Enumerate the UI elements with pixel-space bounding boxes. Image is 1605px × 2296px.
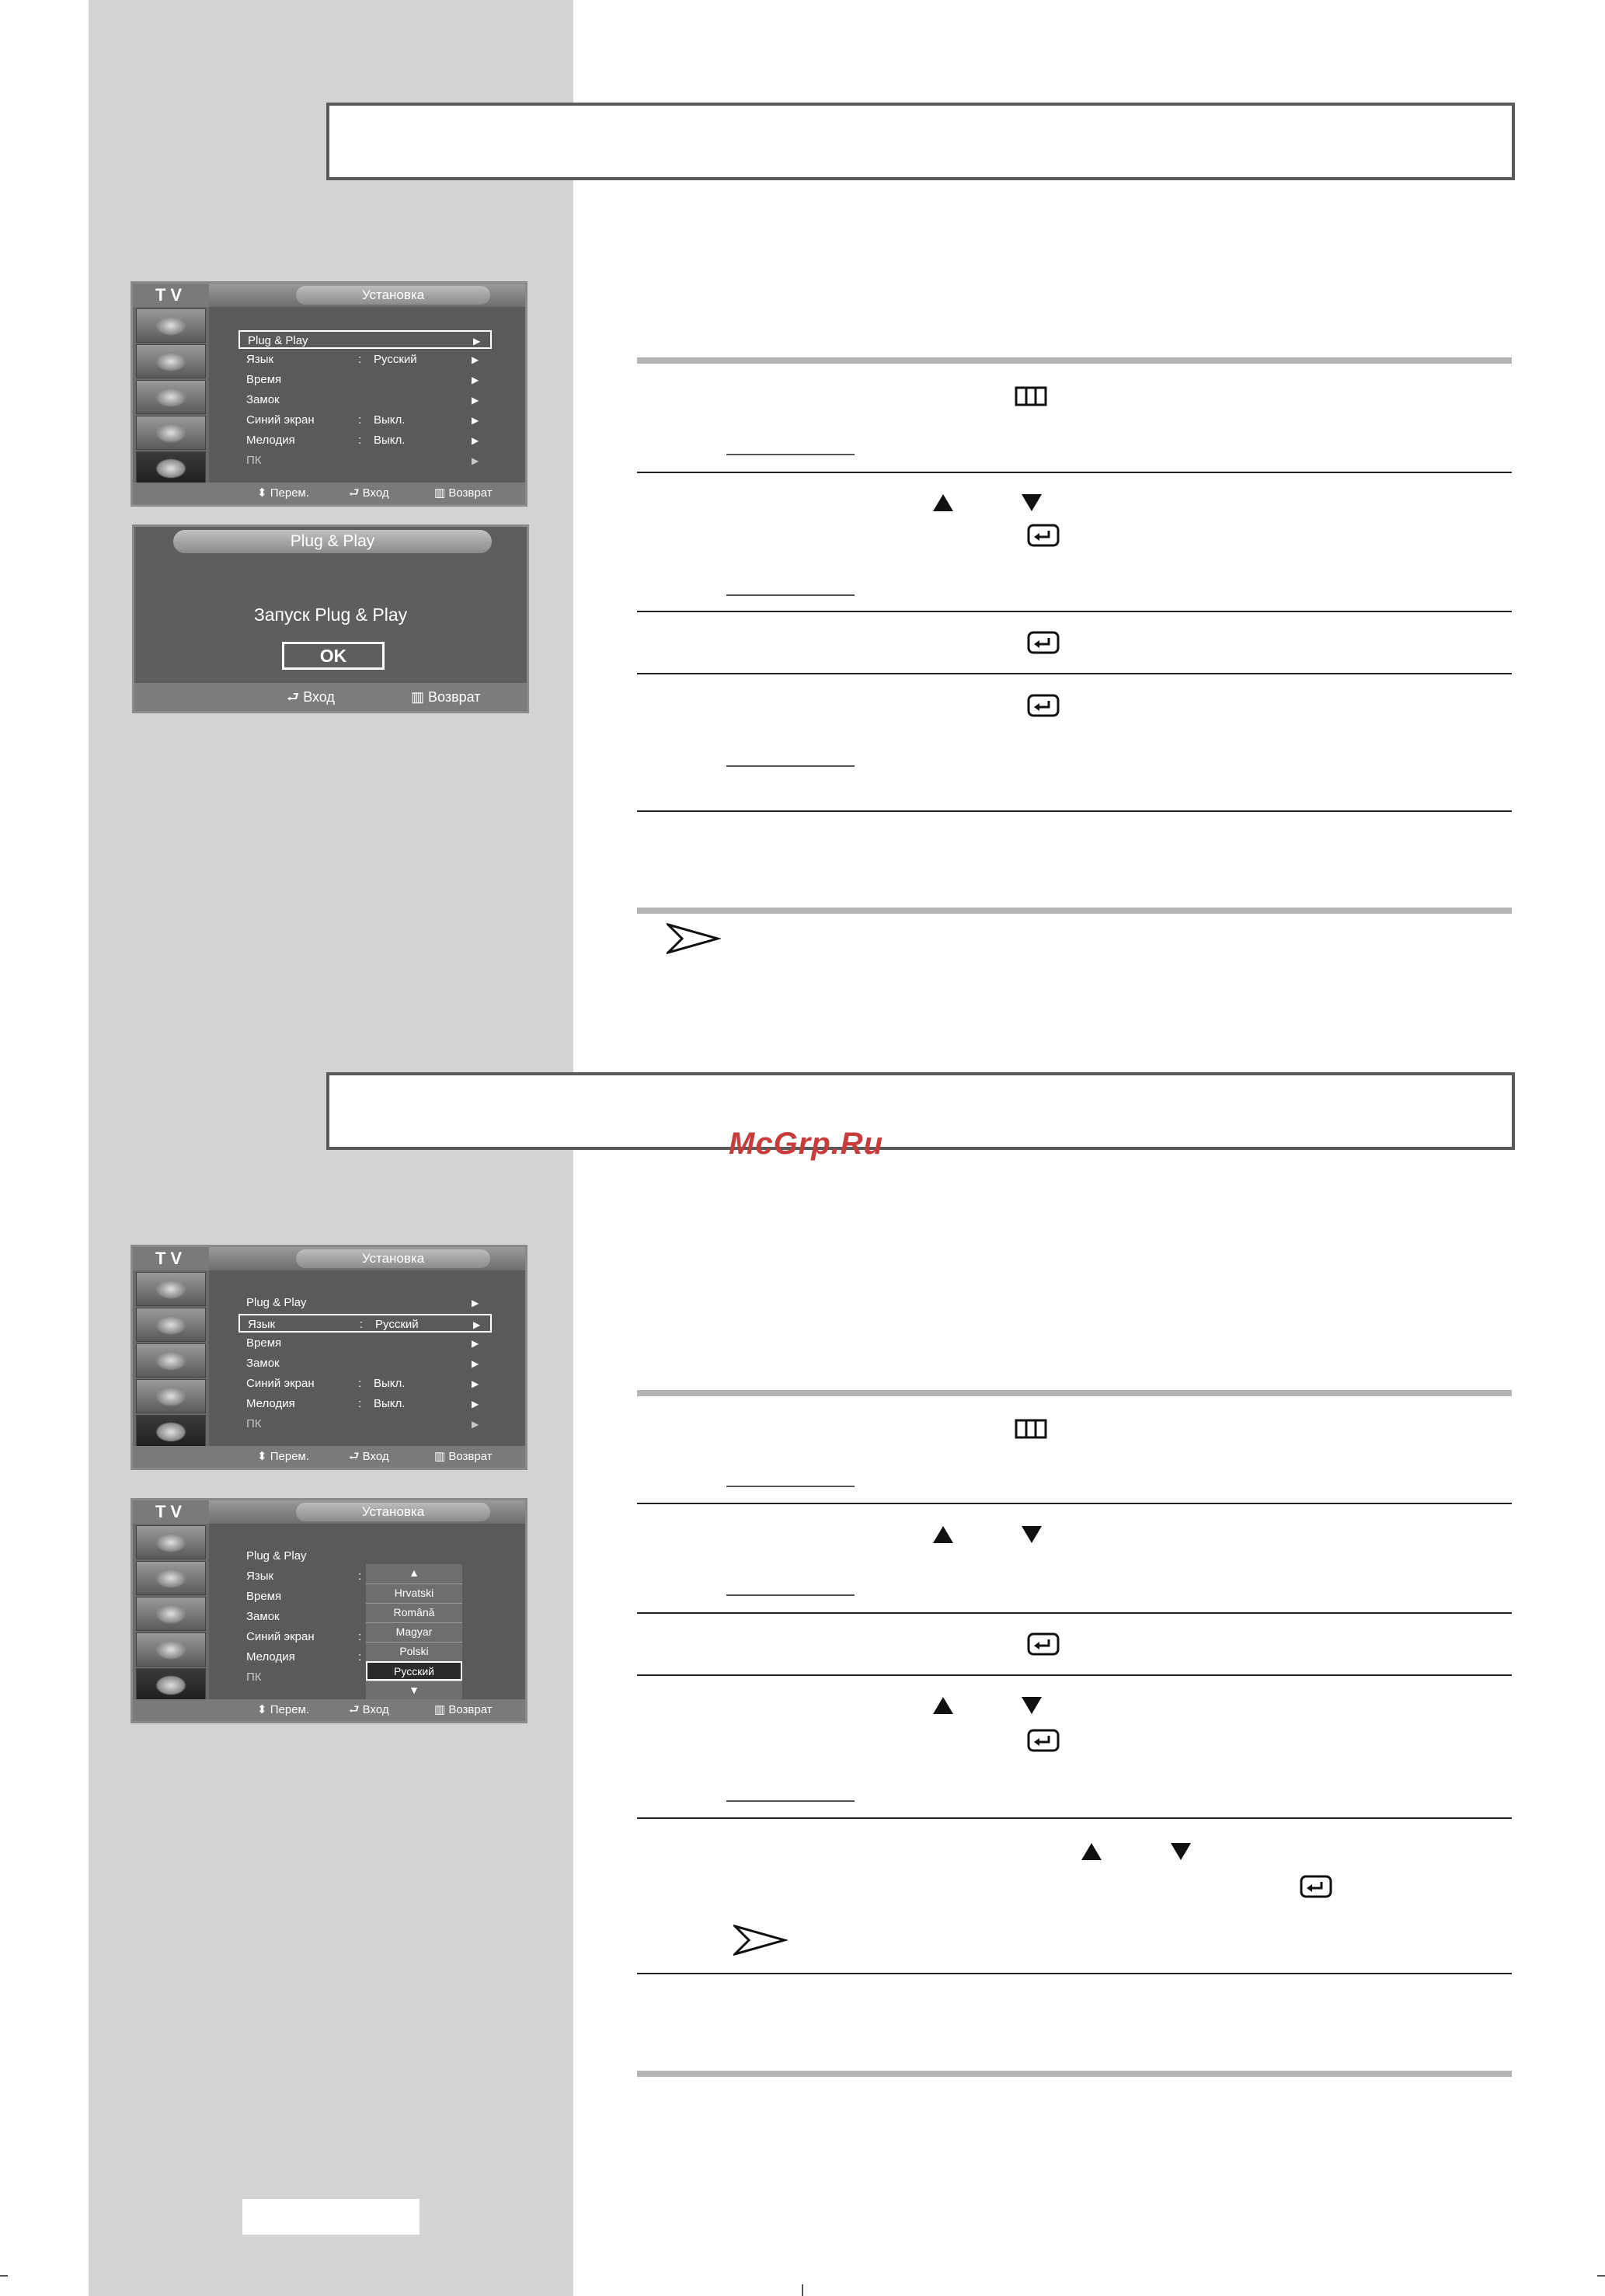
dropdown-down-icon[interactable]: ▼ (366, 1681, 462, 1700)
osd-menu-item[interactable] (238, 1608, 363, 1626)
osd-footer (133, 483, 525, 504)
table-top-rule (637, 357, 1512, 364)
plug-and-play-title: Plug & Play (173, 530, 492, 553)
enter-button-icon (1027, 631, 1060, 654)
return-hint: ▥ Возврат (434, 1703, 493, 1716)
chevron-right-icon: ▶ (472, 1419, 479, 1430)
osd-menu-item[interactable] (238, 431, 492, 450)
chevron-right-icon: ▶ (472, 455, 479, 466)
osd-menu-item[interactable] (238, 1628, 363, 1646)
chevron-right-icon: ▶ (472, 1298, 479, 1308)
osd-menu-item[interactable] (238, 391, 492, 409)
enter-hint: ⮐ Вход (349, 486, 389, 500)
speaker-category-icon (136, 1343, 206, 1378)
osd-menu-title: Установка (296, 1249, 490, 1268)
table-rule (637, 1503, 1512, 1504)
short-rule (726, 765, 855, 767)
chevron-right-icon: ▶ (473, 336, 481, 347)
up-arrow-icon (1081, 1841, 1102, 1862)
osd-menu-item[interactable] (238, 371, 492, 389)
enter-hint: ⮐ Вход (349, 1703, 389, 1716)
osd-item-label: Мелодия (246, 1650, 295, 1664)
section-title-box-2 (326, 1072, 1515, 1150)
osd-menu-item[interactable] (238, 1395, 492, 1413)
down-arrow-icon (1021, 493, 1043, 513)
osd-item-colon: : (358, 1397, 362, 1410)
table-rule (637, 1817, 1512, 1819)
osd-menu-title: Установка (296, 1503, 490, 1521)
table-rule (637, 1674, 1512, 1676)
osd-category-column (133, 1524, 209, 1702)
osd-item-colon: : (358, 1570, 362, 1583)
osd-menu-item[interactable] (238, 1567, 363, 1586)
enter-button-icon (1027, 694, 1060, 717)
osd-item-colon: : (358, 434, 362, 447)
osd-item-label: Замок (246, 1610, 280, 1623)
section-title-box-1 (326, 103, 1515, 180)
osd-item-value: Выкл. (374, 1397, 406, 1410)
setup-category-icon (136, 451, 206, 486)
osd-footer (133, 1699, 525, 1721)
osd-item-colon: : (358, 353, 362, 366)
osd-menu-item[interactable] (238, 451, 492, 470)
table-rule (637, 673, 1512, 674)
chevron-right-icon: ▶ (472, 395, 479, 406)
osd-item-value: Выкл. (374, 1377, 406, 1390)
osd-item-label: ПК (246, 1417, 262, 1430)
osd-item-label: Язык (248, 1318, 276, 1331)
chevron-right-icon: ▶ (472, 1378, 479, 1389)
tv-setup-menu-1 (131, 281, 527, 507)
osd-item-label: Замок (246, 393, 280, 406)
enter-button-icon (1027, 1729, 1060, 1752)
osd-menu-item[interactable] (238, 1354, 492, 1373)
osd-item-label: Язык (246, 1570, 274, 1583)
osd-menu-item[interactable] (238, 1547, 363, 1566)
osd-category-column (133, 307, 209, 486)
osd-item-label: Мелодия (246, 434, 295, 447)
osd-item-label: ПК (246, 1671, 262, 1684)
enter-button-icon (1027, 1632, 1060, 1656)
osd-item-label: Время (246, 1336, 282, 1350)
up-arrow-icon (932, 493, 954, 513)
osd-tv-label: TV (133, 1500, 209, 1524)
chevron-right-icon: ▶ (472, 1399, 479, 1409)
osd-item-value: Русский (375, 1318, 419, 1331)
enter-button-icon (1027, 524, 1060, 547)
sound-category-icon (136, 1561, 206, 1595)
move-hint: ⬍ Перем. (257, 1703, 310, 1716)
osd-item-label: Plug & Play (248, 334, 308, 347)
menu-button-icon (1015, 1419, 1047, 1439)
short-rule (726, 1486, 855, 1487)
osd-item-colon: : (358, 413, 362, 427)
osd-menu-item[interactable] (238, 350, 492, 369)
table-rule (637, 1612, 1512, 1614)
osd-menu-item[interactable] (238, 1314, 492, 1333)
note-arrow-icon (667, 922, 721, 954)
table-rule (637, 611, 1512, 612)
channel-category-icon (136, 1379, 206, 1413)
osd-tv-label: TV (133, 284, 209, 307)
crop-mark (802, 2284, 803, 2296)
osd-item-colon: : (358, 1630, 362, 1643)
osd-item-colon: : (358, 1377, 362, 1390)
osd-item-value: Русский (374, 353, 417, 366)
short-rule (726, 1800, 855, 1802)
osd-menu-item[interactable] (238, 1374, 492, 1393)
picture-category-icon (136, 1525, 206, 1559)
move-hint: ⬍ Перем. (257, 1450, 310, 1463)
osd-menu-item[interactable] (238, 330, 492, 349)
osd-menu-item[interactable] (238, 1668, 363, 1687)
short-rule (726, 594, 855, 596)
crop-mark (0, 2275, 8, 2277)
speaker-category-icon (136, 380, 206, 414)
return-hint: ▥ Возврат (411, 689, 481, 705)
ok-button[interactable]: OK (282, 642, 385, 670)
osd-item-label: Время (246, 373, 282, 386)
osd-item-label: Plug & Play (246, 1296, 307, 1309)
language-dropdown[interactable] (366, 1564, 462, 1700)
enter-hint: ⮐ Вход (287, 689, 335, 705)
table-rule (637, 472, 1512, 473)
return-hint: ▥ Возврат (434, 486, 493, 500)
osd-item-label: Синий экран (246, 1630, 315, 1643)
dropdown-option[interactable]: Română (366, 1603, 462, 1622)
note-arrow-icon (733, 1923, 788, 1956)
table-top-rule (637, 1390, 1512, 1396)
plug-and-play-message: Запуск Plug & Play (253, 604, 408, 625)
tv-setup-menu-2 (131, 1245, 527, 1470)
page-number-box (242, 2199, 420, 2235)
table-bottom-rule (637, 2071, 1512, 2077)
short-rule (726, 454, 855, 455)
osd-item-label: Время (246, 1590, 282, 1603)
osd-item-label: Синий экран (246, 1377, 315, 1390)
enter-hint: ⮐ Вход (349, 1450, 389, 1463)
chevron-right-icon: ▶ (472, 354, 479, 365)
osd-menu-item[interactable] (238, 1648, 363, 1667)
sound-category-icon (136, 1308, 206, 1342)
speaker-category-icon (136, 1597, 206, 1631)
chevron-right-icon: ▶ (472, 415, 479, 426)
osd-item-label: Синий экран (246, 413, 315, 427)
table-bottom-rule (637, 908, 1512, 914)
plug-and-play-footer (134, 683, 527, 711)
dropdown-option-selected[interactable]: Русский (366, 1661, 462, 1681)
osd-item-label: Замок (246, 1357, 280, 1370)
dropdown-option[interactable]: Magyar (366, 1622, 462, 1642)
chevron-right-icon: ▶ (472, 375, 479, 385)
table-rule (637, 1973, 1512, 1974)
sound-category-icon (136, 344, 206, 378)
picture-category-icon (136, 308, 206, 343)
channel-category-icon (136, 416, 206, 450)
dropdown-option[interactable]: Polski (366, 1642, 462, 1661)
osd-item-colon: : (360, 1318, 364, 1331)
osd-item-value: Выкл. (374, 434, 406, 447)
up-arrow-icon (932, 1695, 954, 1716)
osd-item-label: Мелодия (246, 1397, 295, 1410)
chevron-right-icon: ▶ (472, 435, 479, 446)
osd-menu-item[interactable] (238, 1334, 492, 1353)
enter-button-icon (1300, 1875, 1332, 1898)
osd-menu-item[interactable] (238, 1587, 363, 1606)
tv-setup-menu-3 (131, 1498, 527, 1723)
osd-menu-item[interactable] (238, 1294, 492, 1312)
down-arrow-icon (1021, 1695, 1043, 1716)
chevron-right-icon: ▶ (473, 1319, 481, 1330)
channel-category-icon (136, 1632, 206, 1667)
osd-item-label: ПК (246, 454, 262, 467)
chevron-right-icon: ▶ (472, 1338, 479, 1349)
setup-category-icon (136, 1668, 206, 1702)
picture-category-icon (136, 1272, 206, 1306)
osd-footer (133, 1446, 525, 1468)
osd-menu-item[interactable] (238, 1415, 492, 1434)
osd-item-label: Plug & Play (246, 1549, 307, 1563)
osd-item-colon: : (358, 1650, 362, 1664)
osd-menu-item[interactable] (238, 411, 492, 430)
dropdown-option[interactable]: Hrvatski (366, 1584, 462, 1603)
short-rule (726, 1594, 855, 1596)
plug-and-play-dialog (132, 524, 529, 713)
dropdown-up-icon[interactable]: ▲ (409, 1566, 420, 1579)
osd-item-value: Выкл. (374, 413, 406, 427)
move-hint: ⬍ Перем. (257, 486, 310, 500)
table-rule (637, 810, 1512, 812)
return-hint: ▥ Возврат (434, 1450, 493, 1463)
osd-category-column (133, 1270, 209, 1449)
down-arrow-icon (1021, 1524, 1043, 1545)
osd-tv-label: TV (133, 1247, 209, 1270)
osd-menu-title: Установка (296, 286, 490, 305)
chevron-right-icon: ▶ (472, 1358, 479, 1369)
up-arrow-icon (932, 1524, 954, 1545)
down-arrow-icon (1170, 1841, 1192, 1862)
setup-category-icon (136, 1415, 206, 1449)
menu-button-icon (1015, 386, 1047, 406)
osd-item-label: Язык (246, 353, 274, 366)
crop-mark (1597, 2275, 1605, 2277)
watermark: McGrp.Ru (729, 1127, 884, 1161)
